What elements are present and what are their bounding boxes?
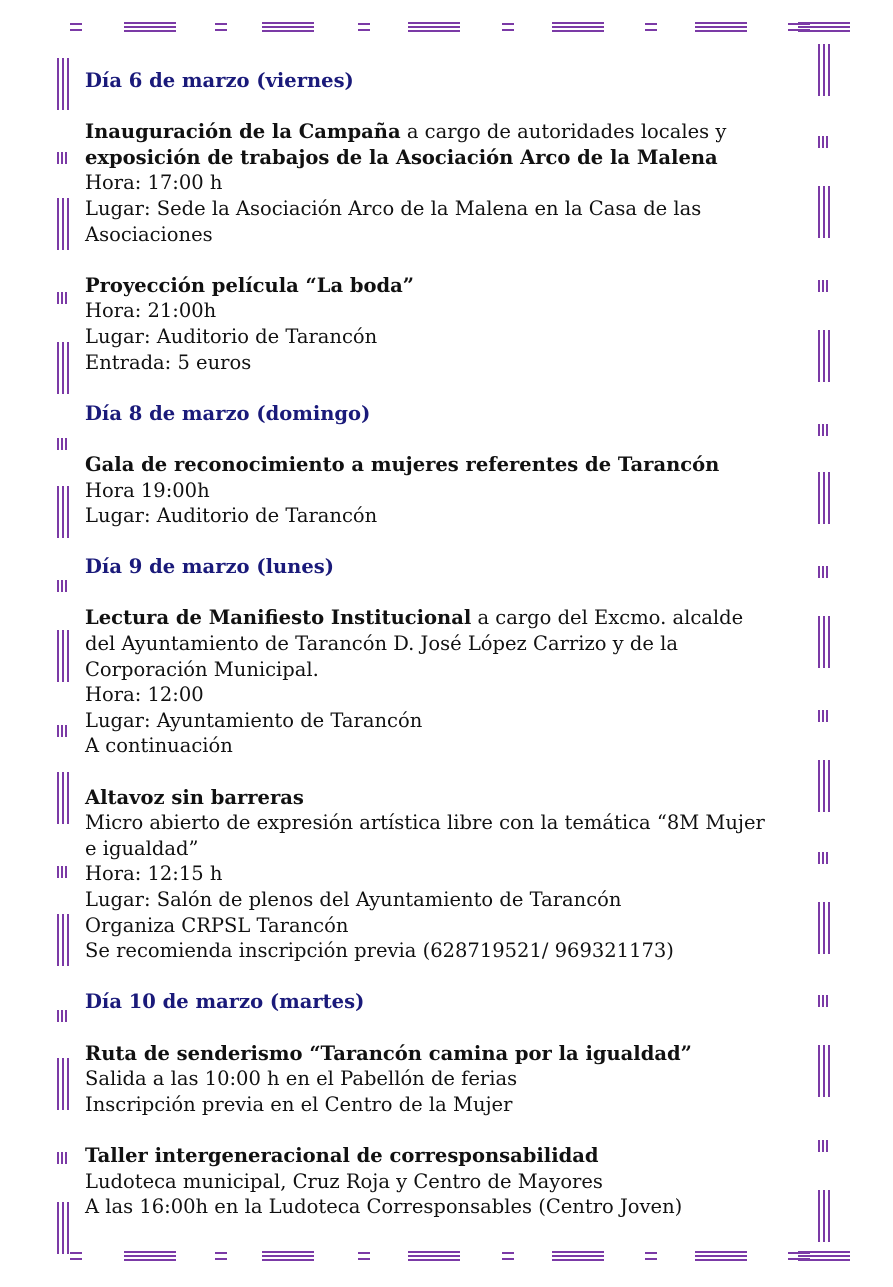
border-dash	[70, 1250, 82, 1262]
event-title: Proyección película “La boda”	[85, 273, 415, 297]
program-line	[85, 605, 810, 631]
event-program	[85, 68, 810, 1220]
program-line	[85, 503, 810, 529]
ornament-bars-tall	[818, 1190, 832, 1242]
border-dash	[645, 21, 657, 33]
ornament-bars-small	[818, 136, 830, 148]
event-detail: Lugar: Sede la Asociación Arco de la Malena en la Casa de las	[85, 196, 702, 220]
event-detail: Organiza CRPSL Tarancón	[85, 913, 349, 937]
program-line	[85, 1169, 810, 1195]
program-line	[85, 1066, 810, 1092]
border-dash	[262, 21, 314, 33]
event-detail: a cargo de autoridades locales y	[400, 120, 727, 144]
border-dash	[262, 1250, 314, 1262]
ornament-bars-small	[818, 566, 830, 578]
event-detail: e igualdad”	[85, 836, 199, 860]
spacer	[85, 247, 810, 273]
program-line	[85, 938, 810, 964]
border-dash	[798, 21, 810, 33]
event-detail: Hora: 12:00	[85, 683, 204, 707]
border-dash	[695, 1250, 747, 1262]
event-detail: a cargo del Excmo. alcalde	[471, 606, 744, 630]
spacer	[85, 529, 810, 555]
border-dash	[124, 1250, 176, 1262]
program-line	[85, 1194, 810, 1220]
ornament-bars-tall	[818, 616, 832, 668]
border-dash	[124, 21, 176, 33]
spacer	[85, 1015, 810, 1041]
ornament-bars-small	[57, 866, 69, 878]
event-detail: Lugar: Auditorio de Tarancón	[85, 504, 378, 528]
day-heading: Día 6 de marzo (viernes)	[85, 69, 354, 92]
bottom-border-decoration	[70, 1250, 810, 1262]
event-detail: Lugar: Ayuntamiento de Tarancón	[85, 708, 423, 732]
event-title: Gala de reconocimiento a mujeres referentes de Tarancón	[85, 452, 720, 476]
ornament-bars-tall	[57, 914, 71, 966]
ornament-bars-small	[57, 580, 69, 592]
program-line	[85, 785, 810, 811]
program-line	[85, 682, 810, 708]
top-border-decoration	[70, 21, 810, 33]
event-detail: Inscripción previa en el Centro de la Mujer	[85, 1092, 513, 1116]
event-detail: Hora: 17:00 h	[85, 171, 223, 195]
border-dash	[215, 1250, 227, 1262]
program-line	[85, 273, 810, 299]
ornament-bars-small	[818, 852, 830, 864]
ornament-bars-tall	[57, 772, 71, 824]
ornament-bars-tall	[57, 630, 71, 682]
program-line	[85, 631, 810, 657]
program-line	[85, 733, 810, 759]
day-heading: Día 10 de marzo (martes)	[85, 990, 365, 1014]
program-line	[85, 119, 810, 145]
program-line	[85, 657, 810, 683]
ornament-bars-small	[818, 995, 830, 1007]
ornament-bars-tall	[57, 1058, 71, 1110]
program-line	[85, 913, 810, 939]
border-dash	[358, 1250, 370, 1262]
event-detail: Entrada: 5 euros	[85, 350, 252, 374]
event-detail: Salida a las 10:00 h en el Pabellón de ferias	[85, 1067, 518, 1091]
ornament-bars-tall	[57, 1202, 71, 1254]
border-dash	[70, 21, 82, 33]
ornament-bars-small	[57, 438, 69, 450]
program-line	[85, 222, 810, 248]
event-title: Ruta de senderismo “Tarancón camina por la igualdad”	[85, 1041, 692, 1065]
program-line	[85, 170, 810, 196]
day-heading: Día 9 de marzo (lunes)	[85, 555, 334, 579]
event-title: Lectura de Manifiesto Institucional	[85, 606, 472, 630]
spacer	[85, 580, 810, 606]
ornament-bars-small	[818, 710, 830, 722]
spacer	[85, 759, 810, 785]
program-line	[85, 836, 810, 862]
program-line	[85, 298, 810, 324]
border-dash	[358, 21, 370, 33]
ornament-bars-small	[57, 152, 69, 164]
ornament-bars-tall	[818, 472, 832, 524]
ornament-bars-tall	[818, 330, 832, 382]
program-line	[85, 708, 810, 734]
program-line	[85, 861, 810, 887]
ornament-bars-tall	[57, 342, 71, 394]
event-detail: Hora: 12:15 h	[85, 862, 223, 886]
event-detail: A continuación	[85, 734, 233, 758]
ornament-bars-tall	[57, 58, 71, 110]
spacer	[85, 964, 810, 990]
ornament-bars-tall	[818, 760, 832, 812]
program-line	[85, 350, 810, 376]
day-heading: Día 8 de marzo (domingo)	[85, 401, 371, 425]
border-dash	[645, 1250, 657, 1262]
program-line	[85, 887, 810, 913]
border-dash	[695, 21, 747, 33]
spacer	[85, 1117, 810, 1143]
program-line	[85, 478, 810, 504]
border-dash	[408, 1250, 460, 1262]
event-detail: Hora 19:00h	[85, 478, 210, 502]
border-dash	[552, 1250, 604, 1262]
program-line	[85, 452, 810, 478]
event-detail: Se recomienda inscripción previa (628719521/ 969321173)	[85, 939, 674, 963]
ornament-bars-tall	[818, 186, 832, 238]
event-detail: Asociaciones	[85, 222, 213, 246]
program-line	[85, 1092, 810, 1118]
event-detail: Lugar: Auditorio de Tarancón	[85, 324, 378, 348]
ornament-bars-small	[818, 280, 830, 292]
spacer	[85, 375, 810, 401]
ornament-bars-tall	[818, 902, 832, 954]
event-title: Inauguración de la Campaña	[85, 120, 401, 144]
event-detail: Lugar: Salón de plenos del Ayuntamiento de Tarancón	[85, 888, 622, 911]
border-dash	[552, 21, 604, 33]
border-dash	[798, 1250, 810, 1262]
event-title: Altavoz sin barreras	[85, 785, 304, 809]
program-line	[85, 324, 810, 350]
border-dash	[215, 21, 227, 33]
event-detail: Hora: 21:00h	[85, 299, 217, 323]
event-detail: del Ayuntamiento de Tarancón D. José López Carrizo y de la	[85, 632, 678, 656]
ornament-bars-tall	[818, 1045, 832, 1097]
ornament-bars-tall	[57, 486, 71, 538]
event-detail: Corporación Municipal.	[85, 657, 319, 681]
ornament-bars-tall	[57, 198, 71, 250]
ornament-bars-tall	[818, 44, 832, 96]
ornament-bars-small	[57, 292, 69, 304]
ornament-bars-small	[57, 1010, 69, 1022]
event-title: exposición de trabajos de la Asociación Arco de la Malena	[85, 145, 718, 169]
ornament-bars-small	[818, 424, 830, 436]
program-line	[85, 196, 810, 222]
event-detail: Micro abierto de expresión artística libre con la temática “8M Mujer	[85, 811, 765, 835]
event-detail: A las 16:00h en la Ludoteca Corresponsables (Centro Joven)	[85, 1195, 683, 1219]
border-dash	[408, 21, 460, 33]
ornament-bars-small	[57, 725, 69, 737]
ornament-bars-small	[818, 1140, 830, 1152]
event-title: Taller intergeneracional de corresponsabilidad	[85, 1143, 599, 1167]
border-dash	[502, 21, 514, 33]
spacer	[85, 426, 810, 452]
border-dash	[502, 1250, 514, 1262]
program-line	[85, 1041, 810, 1067]
spacer	[85, 94, 810, 120]
program-line	[85, 145, 810, 171]
program-line	[85, 1143, 810, 1169]
program-line	[85, 810, 810, 836]
ornament-bars-small	[57, 1152, 69, 1164]
event-detail: Ludoteca municipal, Cruz Roja y Centro de Mayores	[85, 1169, 603, 1193]
